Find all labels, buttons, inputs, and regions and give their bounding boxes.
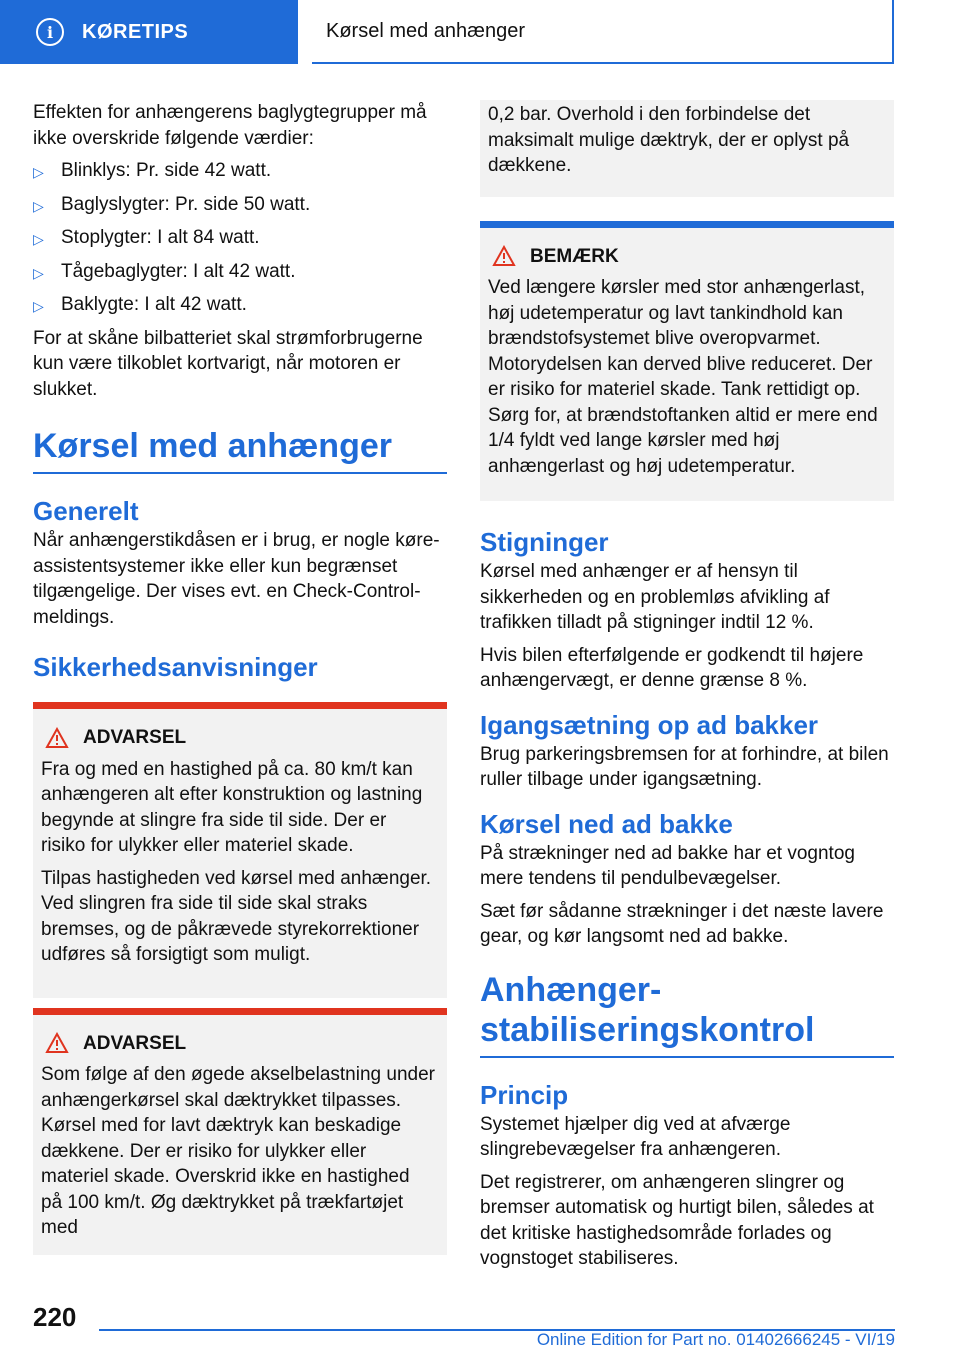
battery-text: For at skåne bilbatteriet skal strømforbrugerne kun være tilkoblet kortvarigt, når motoren er slukket. <box>33 327 423 400</box>
warning-title: ADVARSEL <box>83 1032 187 1054</box>
chapter-heading: Kørsel med anhænger <box>33 426 447 474</box>
triangle-bullet-icon: ▷ <box>33 298 44 314</box>
igangsaetning-text: Brug parkeringsbremsen for at forhindre, at bilen ruller tilbage under igangsætning. <box>480 743 889 790</box>
list-item-text: Baklygte: I alt 42 watt. <box>61 294 247 315</box>
safety-heading: Sikkerhedsanvisninger <box>33 652 318 682</box>
warning-triangle-icon <box>492 245 516 267</box>
right-column <box>480 100 894 1279</box>
warning-box <box>33 702 447 998</box>
page-number: 220 <box>33 1302 77 1332</box>
triangle-bullet-icon: ▷ <box>33 197 44 214</box>
stigninger-text: Hvis bilen efterfølgende er godkendt til højere anhængervægt, er denne grænse 8 %. <box>480 644 864 691</box>
triangle-bullet-icon: ▷ <box>33 164 44 180</box>
page-footer <box>33 1302 895 1352</box>
intro-text: Effekten for anhængerens baglygtegrupper må ikke overskride følgende værdier: <box>33 102 427 149</box>
princip-text: Systemet hjælper dig ved at afværge slingrebevægelser fra anhængeren. <box>480 1113 791 1160</box>
warning-box <box>33 1008 447 1255</box>
warning-header <box>41 725 435 751</box>
ned-ad-bakke-text: På strækninger ned ad bakke har et vogntog mere tendens til pendulbevægelser. <box>480 842 855 889</box>
generelt-text: Når anhængerstikdåsen er i brug, er nogle køre- assistentsystemer ikke eller kun begrænset tilgængelige. Der vises evt. en Check-Control-meldings. <box>33 530 440 628</box>
wattage-list <box>33 158 447 320</box>
triangle-bullet-icon: ▷ <box>33 231 44 247</box>
list-item-text: Tågebaglygter: I alt 42 watt. <box>61 260 296 282</box>
triangle-bullet-icon: ▷ <box>33 264 44 281</box>
princip-heading: Princip <box>480 1079 569 1110</box>
stigninger-text: Kørsel med anhænger er af hensyn til sikkerheden og en problemløs afvikling af trafikken tilladt på stigninger indtil 12 %. <box>480 561 830 633</box>
list-item <box>33 259 447 287</box>
info-icon: i <box>36 18 64 46</box>
generelt-heading: Generelt <box>33 496 139 526</box>
warning-text: Fra og med en hastighed på ca. 80 km/t kan anhængeren alt efter konstruktion og lastning begynde at slingre fra side til side. Der er risiko for ulykker eller materiel skade. <box>41 758 423 856</box>
edition-text: Online Edition for Part no. 01402666245 - VI/19 <box>536 1330 895 1349</box>
chapter-heading: Anhænger- stabiliseringskontrol <box>480 970 894 1058</box>
list-item <box>33 158 447 186</box>
list-item-text: Stoplygter: I alt 84 watt. <box>61 227 260 248</box>
warning-text: Som følge af den øgede akselbelastning under anhængerkørsel skal dæktrykket tilpasses. Kørsel med for lavt dæktryk kan beskadige dækkene. Der er risiko for ulykker eller materiel skade. Overskrid ikke en hastighed på 100 km/t. Øg dæktrykket på trækfartøjet med <box>41 1064 435 1238</box>
continued-text: 0,2 bar. Overhold i den forbindelse det maksimalt mulige dæktryk, der er oplyst på dækkene. <box>488 104 850 176</box>
ned-ad-bakke-heading: Kørsel ned ad bakke <box>480 808 733 839</box>
list-item <box>33 192 447 220</box>
princip-text: Det registrerer, om anhængeren slingrer og bremser automatisk og hurtigt bilen, således at det kritiske hastighedsområde forlades og vognstoget stabiliseres. <box>480 1171 874 1269</box>
left-column <box>33 100 447 1265</box>
continued-box <box>480 100 894 197</box>
warning-triangle-icon <box>45 1032 69 1054</box>
warning-triangle-icon <box>45 727 69 749</box>
section-header <box>0 0 298 64</box>
topic-header <box>312 0 894 64</box>
igangsaetning-heading: Igangsætning op ad bakker <box>480 709 819 740</box>
warning-header <box>41 1031 435 1057</box>
topic-title: Kørsel med anhænger <box>326 19 525 42</box>
note-text: Ved længere kørsler med stor anhængerlast, høj udetemperatur og lavt tankindhold kan brændstofsystemet blive overopvarmet. Motorydelsen kan derved blive reduceret. Der er risiko for materiel skade. Tank rettidigt op. Sørg for, at brændstoftanken altid er mere end 1/4 fyldt ved lange kørsler med høj anhængerlast og høj udetemperatur. <box>488 277 878 477</box>
warning-text: Tilpas hastigheden ved kørsel med anhænger. Ved slingren fra side til side skal straks bremses, og de påkrævede styrekorrektioner udføres så forsigtigt som muligt. <box>41 867 432 965</box>
note-title: BEMÆRK <box>530 245 619 267</box>
list-item <box>33 225 447 253</box>
list-item-text: Baglyslygter: Pr. side 50 watt. <box>61 193 311 215</box>
ned-ad-bakke-text: Sæt før sådanne strækninger i det næste lavere gear, og kør langsomt ned ad bakke. <box>480 900 884 947</box>
note-box <box>480 221 894 502</box>
note-header <box>488 244 882 270</box>
list-item <box>33 292 447 320</box>
list-item-text: Blinklys: Pr. side 42 watt. <box>61 160 272 181</box>
stigninger-heading: Stigninger <box>480 527 609 557</box>
section-title: KØRETIPS <box>82 20 189 43</box>
warning-title: ADVARSEL <box>83 727 187 748</box>
